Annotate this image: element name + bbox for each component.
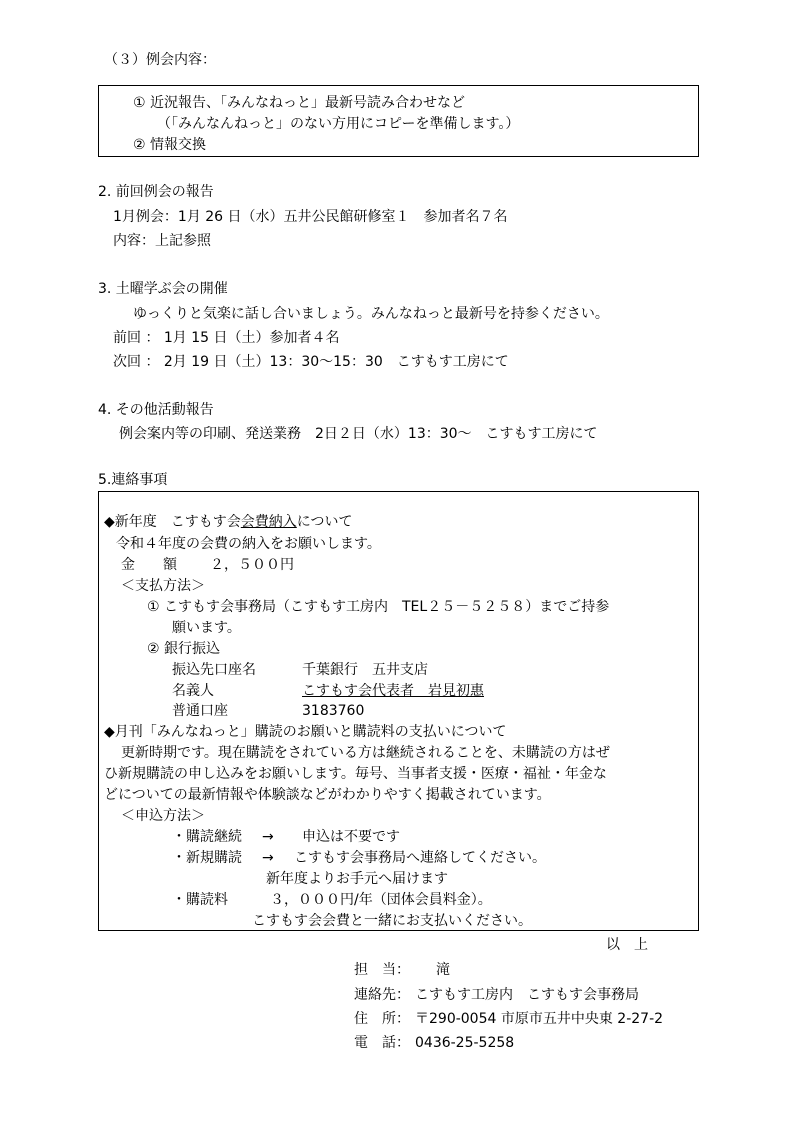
- subscription-line-1: 更新時期です。現在購読をされている方は継続されることを、未購読の方はぜ: [121, 745, 610, 761]
- new-value-2: 新年度よりお手元へ届けます: [266, 871, 448, 887]
- subscription-title: ◆月刊「みんなねっと」購読のお願いと購読料の支払いについて: [104, 724, 507, 740]
- holder-value: こすもす会代表者 岩見初惠: [302, 683, 484, 699]
- other-activities-line-1: 例会案内等の印刷、発送業務 2日２日（水）13：30～ こすもす工房にて: [119, 426, 598, 442]
- saturday-study-previous: 前回 ： 1月 15 日（土）参加者４名: [113, 330, 340, 346]
- other-activities-heading: 4. その他活動報告: [98, 402, 214, 418]
- contact-person-value: 滝: [436, 962, 450, 978]
- contact-person-label: 担 当：: [354, 962, 410, 978]
- holder-label: 名義人: [172, 683, 214, 699]
- contact-phone-value: 0436-25-5258: [415, 1035, 515, 1051]
- meeting-item-2: ② 情報交換: [133, 137, 207, 153]
- payment-method-1-line-2: 願います。: [172, 620, 241, 636]
- continue-value: 申込は不要です: [302, 829, 400, 845]
- fee-amount-value: ２，５００円: [210, 557, 294, 573]
- account-label: 普通口座: [172, 703, 228, 719]
- fee-title-prefix: ◆新年度 こすもす会: [104, 514, 241, 530]
- payment-methods-heading: ＜支払方法＞: [121, 578, 205, 594]
- fee-title: [104, 514, 353, 530]
- contact-address-label: 連絡先：: [354, 987, 410, 1003]
- contact-phone-label: 電 話：: [354, 1035, 410, 1051]
- payment-method-1-line-1: ① こすもす会事務局（こすもす工房内 TEL２５－５２５８）までご持参: [147, 599, 610, 615]
- subscription-line-2: ひ新規購読の申し込みをお願いします。毎号、当事者支援・医療・福祉・年金な: [104, 766, 607, 782]
- new-arrow: →: [262, 850, 274, 866]
- contact-address-value: こすもす工房内 こすもす会事務局: [415, 987, 639, 1003]
- bank-label: 振込先口座名: [172, 662, 256, 678]
- meeting-content-heading: （３）例会内容：: [104, 52, 216, 68]
- notices-heading: 5.連絡事項: [98, 472, 168, 488]
- fee-value: ３，０００円/年（団体会員料金）。: [270, 892, 492, 908]
- fee-amount-label: 金 額: [121, 557, 177, 573]
- meeting-item-1: ① 近況報告、「みんなねっと」最新号読み合わせなど: [133, 95, 465, 111]
- continue-label: ・購読継続: [172, 829, 242, 845]
- fee-value-2: こすもす会会費と一緒にお支払いください。: [252, 913, 532, 929]
- meeting-item-1-note: （「みんなんねっと」のない方用にコピーを準備します。）: [157, 116, 520, 132]
- fee-line-1: 令和４年度の会費の納入をお願いします。: [116, 536, 381, 552]
- contact-location-label: 住 所：: [354, 1011, 410, 1027]
- previous-meeting-line-1: 1月例会：1月 26 日（水）五井公民館研修室１ 参加者名７名: [113, 209, 508, 225]
- subscription-line-3: どについての最新情報や体験談などがわかりやすく掲載されています。: [104, 787, 551, 803]
- apply-methods-heading: ＜申込方法＞: [121, 808, 205, 824]
- new-label: ・新規購読: [172, 850, 242, 866]
- continue-arrow: →: [262, 829, 274, 845]
- contact-location-value: 〒290-0054 市原市五井中央東 2-27-2: [415, 1011, 664, 1027]
- saturday-study-heading: 3. 土曜学ぶ会の開催: [98, 281, 228, 297]
- fee-label: ・購読料: [172, 892, 228, 908]
- bank-value: 千葉銀行 五井支店: [302, 662, 428, 678]
- previous-meeting-line-2: 内容：上記参照: [113, 233, 211, 249]
- account-value: 3183760: [302, 703, 365, 719]
- payment-method-2: ② 銀行振込: [147, 641, 221, 657]
- saturday-study-line-1: ゆっくりと気楽に話し合いましょう。みんなねっと最新号を持参ください。: [133, 306, 609, 322]
- fee-title-underlined: 会費納入: [240, 514, 297, 530]
- new-value: こすもす会事務局へ連絡してください。: [294, 850, 546, 866]
- fee-title-suffix: について: [296, 514, 353, 530]
- saturday-study-next: 次回 ： 2月 19 日（土）13：30～15：30 こすもす工房にて: [113, 354, 509, 370]
- previous-meeting-heading: 2. 前回例会の報告: [98, 184, 214, 200]
- closing-text: 以 上: [606, 937, 648, 953]
